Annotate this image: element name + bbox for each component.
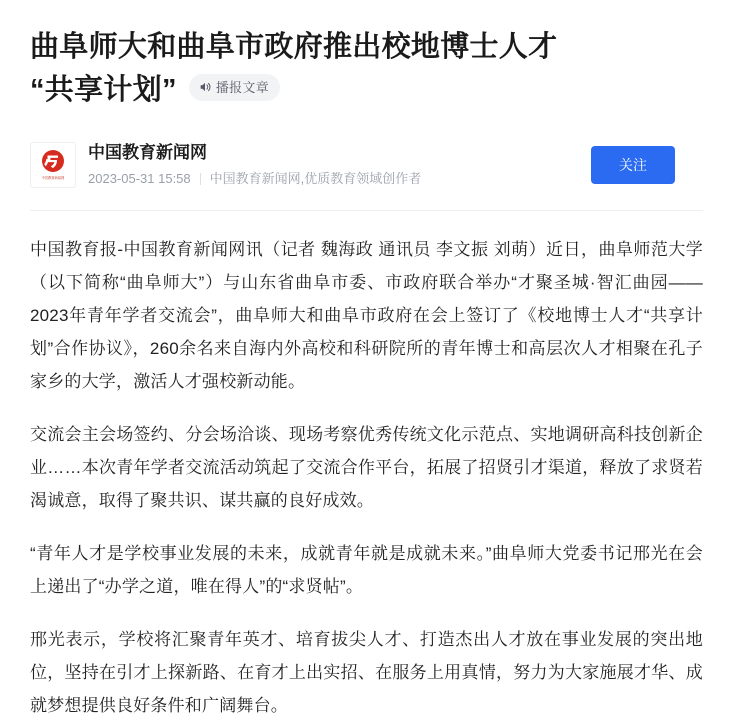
timestamp: 2023-05-31 15:58: [88, 171, 191, 187]
meta-row: [88, 170, 591, 187]
china-education-news-logo-icon: [38, 149, 68, 175]
source-name[interactable]: 中国教育新闻网: [88, 143, 207, 163]
follow-button[interactable]: 关注: [591, 146, 675, 184]
play-article-label: 播报文章: [215, 79, 270, 95]
paragraph: 交流会主会场签约、分会场洽谈、现场考察优秀传统文化示范点、实地调研高科技创新企业……本次青年学者交流活动筑起了交流合作平台，拓展了招贤引才渠道，释放了求贤若渴诚意，取得了聚共识、谋共赢的良好成效。: [30, 424, 703, 510]
byline: [30, 142, 703, 211]
play-article-button[interactable]: [189, 74, 280, 101]
paragraph: 中国教育报-中国教育新闻网讯（记者 魏海政 通讯员 李文振 刘萌）近日，曲阜师范大学（以下简称“曲阜师大”）与山东省曲阜市委、市政府联合举办“才聚圣城·智汇曲园——2023年青年学者交流会”，曲阜师大和曲阜市政府在会上签订了《校地博士人才“共享计划”合作协议》，260余名来自海内外高校和科研院所的青年博士和高层次人才相聚在孔子家乡的大学，激活人才强校新动能。: [30, 239, 703, 391]
left-rail: [0, 0, 6, 715]
author-description: 中国教育新闻网,优质教育领域创作者: [209, 171, 422, 187]
title-line-1: 曲阜师大和曲阜市政府推出校地博士人才: [30, 31, 558, 63]
avatar-subtext: 中国教育新闻网: [41, 175, 65, 180]
byline-text: [88, 142, 591, 187]
paragraph: 邢光表示，学校将汇聚青年英才、培育拔尖人才、打造杰出人才放在事业发展的突出地位，坚持在引才上探新路、在育才上出实招、在服务上用真情，努力为大家施展才华、成就梦想提供良好条件和广阔舞台。: [30, 629, 703, 715]
title-line-2: “共享计划”: [30, 73, 177, 106]
paragraph: “青年人才是学校事业发展的未来，成就青年就是成就未来。”曲阜师大党委书记邢光在会上递出了“办学之道，唯在得人”的“求贤帖”。: [30, 543, 703, 596]
speaker-icon: [198, 80, 212, 94]
avatar[interactable]: [30, 142, 76, 188]
page-title: [30, 26, 703, 112]
article-body: [30, 233, 703, 722]
meta-divider: [200, 173, 201, 185]
title-line-2-row: [30, 69, 703, 112]
